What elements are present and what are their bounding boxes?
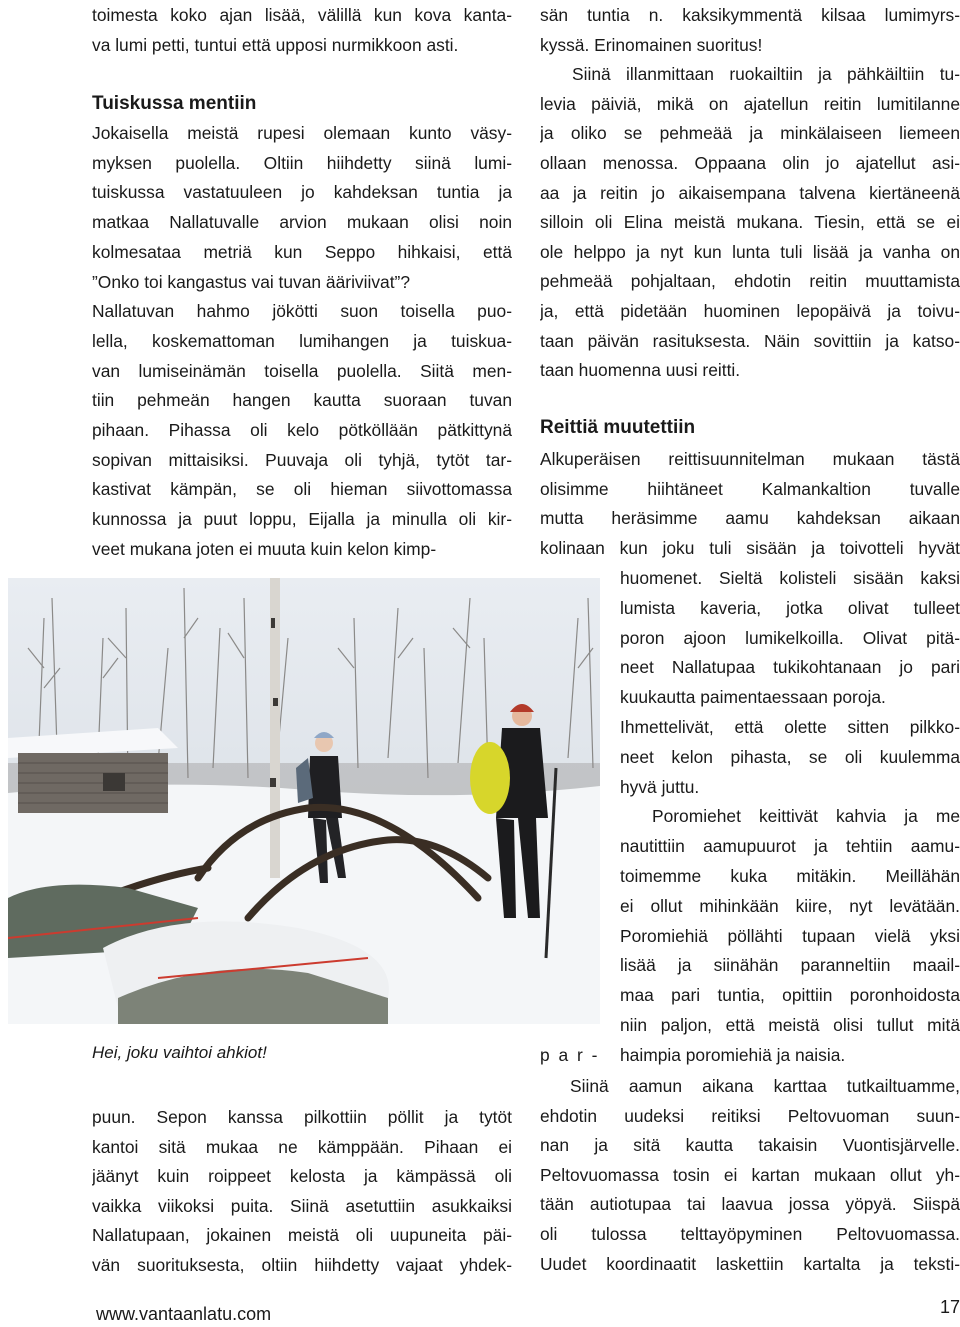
- body-text-line: kastivat kämpän, se oli hieman siivottomassa: [92, 479, 512, 500]
- body-text-line: vän suorituksesta, oltiin hiihdetty vajaat yhdek-: [92, 1255, 512, 1275]
- body-text-line: ei ollut mihinkään kiire, nyt levätään.: [620, 895, 960, 916]
- body-text-line: lella, koskemattoman lumihangen ja tuiskua-: [92, 330, 512, 351]
- body-text-line: niin paljon, että meistä olisi tullut mitä: [620, 1015, 960, 1035]
- body-text-line: huomenet. Sieltä kolisteli sisään kaksi: [620, 568, 960, 588]
- body-text-line: Poromiehet keittivät kahvia ja me: [652, 806, 960, 827]
- body-text-line: maa pari tuntia, opittiin poronhoidosta: [620, 985, 960, 1006]
- body-text-line: kyssä. Erinomainen suoritus!: [540, 34, 763, 55]
- body-text-line: Ihmettelivät, että olette sitten pilkko-: [620, 717, 960, 737]
- body-text-line: ja, että pidetään huominen lepopäivä ja toivu-: [540, 301, 960, 321]
- section-heading-reittia-muutettiin: Reittiä muutettiin: [540, 417, 696, 438]
- log-cabin: [8, 728, 178, 813]
- body-text-line: Siinä illanmittaan ruokailtiin ja pähkäiltiin tu-: [572, 64, 960, 85]
- sled-photo: [8, 578, 600, 1024]
- body-text-line: pehmeää pohjaltaan, ehdotin reitin muuttamista: [540, 271, 960, 292]
- body-text-line: ollaan menossa. Oppaana olin jo ajatellut asi-: [540, 153, 960, 173]
- body-text-line: myksen puolella. Oltiin hiihdetty siinä lumi-: [92, 152, 512, 173]
- body-text-line: lisää ja siinähän paranneltiin maail-: [620, 955, 960, 976]
- body-text-line: lumista kaveria, jotka olivat tulleet: [620, 597, 960, 618]
- body-text-line: kantoi sitä mukaa ne kämppään. Pihaan ei: [92, 1136, 512, 1157]
- page-number: 17: [939, 1297, 960, 1317]
- body-text-line: ehdotin uudeksi reitiksi Peltovuoman suun-: [540, 1105, 960, 1126]
- body-text-line: sän tuntia n. kaksikymmentä kilsaa lumimyrs-: [540, 5, 960, 25]
- body-text-line: nautittiin aamupuurot ja tehtiin aamu-: [620, 836, 960, 857]
- body-text-line: van lumiseinämän toisella puolella. Siitä men-: [92, 360, 512, 381]
- body-text-line: tiin pehmeän hangen kautta suoraan tuvan: [92, 390, 512, 411]
- body-text-line: Peltovuomassa tosin ei kartan mukaan ollut yh-: [540, 1164, 960, 1185]
- body-text-line: haimpia poromiehiä ja naisia.: [620, 1044, 846, 1065]
- body-text-line: taan huomenna uusi reitti.: [540, 360, 741, 381]
- body-text-line: kuukautta paimentaessaan poroja.: [620, 687, 886, 708]
- body-text-line: neet Nallatupaa tukikohtanaan jo pari: [620, 657, 960, 678]
- footer-url: www.vantaanlatu.com: [96, 1304, 272, 1324]
- body-text-line: ja oliko se pehmeää ja minkälaiseen liemeen: [540, 123, 960, 144]
- body-text-line: vaikka viikoksi puita. Siinä asetuttiin asukkaiksi: [92, 1195, 512, 1216]
- body-text-line: Poromiehiä pöllähti tupaan vielä yksi: [620, 925, 960, 946]
- section-heading-tuiskussa: Tuiskussa mentiin: [92, 93, 257, 114]
- body-text-line: levia päiviä, mikä on ajatellun reitin lumitilanne: [540, 93, 960, 114]
- body-text-line: kolmesataa metriä kun Seppo hihkaisi, että: [92, 241, 512, 262]
- body-text-line: hyvä juttu.: [620, 776, 700, 797]
- body-text-line: silloin oli Elina meistä mukana. Tiesin, että se ei: [540, 212, 960, 233]
- body-text-line: Uudet koordinaatit laskettiin kartalta ja teksti-: [540, 1253, 960, 1274]
- body-text-line: neet kelon pihasta, se oli kuulemma: [620, 746, 960, 767]
- body-text-line: Siinä aamun aikana karttaa tutkailtuamme,: [570, 1076, 960, 1096]
- body-text-line: toimemme kuka mitäkin. Meillähän: [620, 866, 960, 886]
- hyphen-fragment: p a r -: [540, 1045, 600, 1065]
- body-text-line: aa ja reitin jo aikaisempana talvena kiertäneenä: [540, 182, 960, 203]
- body-text-line: jäänyt kuin roippeet kelosta ja kämpässä oli: [92, 1166, 512, 1187]
- body-text-line: pihaan. Pihassa oli kelo pötköllään pätkittynä: [92, 420, 512, 440]
- body-text-line: sopivan mittaisiksi. Puuvaja oli tyhjä, tytöt tar-: [92, 449, 512, 470]
- body-text-line: taan päivän rasituksesta. Näin sovittiin ja katso-: [540, 330, 960, 351]
- body-text-line: kunnossa ja puut loppu, Eijalla ja minulla oli kir-: [92, 509, 512, 530]
- body-text-line: tuiskussa vastatuuleen jo kahdeksan tuntia ja: [92, 182, 512, 203]
- body-text-line: nan ja sitä kautta takaisin Vuontisjärvelle.: [540, 1135, 960, 1156]
- body-text-line: poron ajoon lumikelkoilla. Olivat pitä-: [620, 627, 960, 648]
- body-text-line: olisimme hiihtäneet Kalmankaltion tuvalle: [540, 478, 960, 499]
- body-text-line: Nallatupaan, jokainen meistä oli uupuneita päi-: [92, 1225, 512, 1246]
- body-text-line: Alkuperäisen reittisuunnitelman mukaan tästä: [540, 449, 960, 469]
- body-text-line: oli tulossa telttayöpyminen Peltovuomassa.: [540, 1224, 960, 1244]
- body-text-line: matkaa Nallatuvalle arvion mukaan olisi noin: [92, 212, 512, 233]
- body-text-line: Jokaisella meistä rupesi olemaan kunto väsy-: [92, 123, 512, 143]
- body-text-line: kolinaan kun joku tuli sisään ja toivotteli hyvät: [540, 538, 960, 559]
- body-text-line: tään autiotupaa tai laavua jossa yöpyä. Siispä: [540, 1194, 960, 1215]
- body-text-line: Nallatuvan hahmo jökötti suon toisella puo-: [92, 301, 512, 322]
- body-text-line: va lumi petti, tuntui että upposi nurmikkoon asti.: [92, 34, 459, 55]
- body-text-line: ole helppo ja nyt kun lunta tuli lisää ja vanha on: [540, 241, 960, 262]
- photo-caption: Hei, joku vaihtoi ahkiot!: [92, 1043, 267, 1062]
- body-text-line: toimesta koko ajan lisää, välillä kun kova kanta-: [92, 5, 512, 25]
- body-text-line: ”Onko toi kangastus vai tuvan ääriviivat”?: [92, 271, 411, 292]
- body-text-line: veet mukana joten ei muuta kuin kelon kimp-: [92, 538, 437, 559]
- body-text-line: mutta heräsimme aamu kahdeksan aikaan: [540, 508, 960, 529]
- body-text-line: puun. Sepon kanssa pilkottiin pöllit ja tytöt: [92, 1107, 512, 1127]
